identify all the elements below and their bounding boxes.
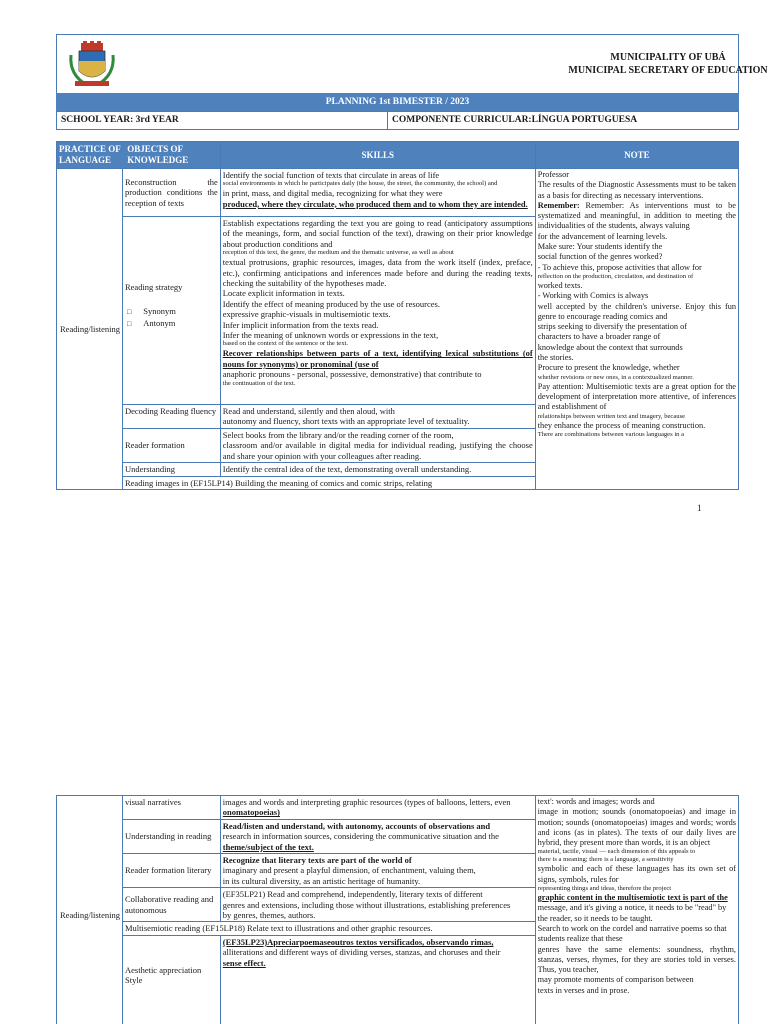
municipality-name: MUNICIPALITY OF UBÁ xyxy=(610,52,726,63)
skill-line: Read and understand, silently and then aloud, with xyxy=(222,406,395,416)
note-line: strips seeking to diversify the presentation of xyxy=(537,322,688,332)
note-line: image in motion; sounds (onomatopoeias) and image in motion; sounds (onomatopoeias) images and words; words and icons (as in plates). The texts of our daily lives are hybrid, they present more than words, it is an object xyxy=(537,807,736,848)
skill-line: theme/subject of the text. xyxy=(222,841,314,852)
skill-line: based on the context of the sentence or the text. xyxy=(222,340,349,348)
note-cell xyxy=(535,796,738,1024)
object-cell: Reader formation xyxy=(122,429,220,463)
skill-line: Recognize that literary texts are part of the world of xyxy=(222,855,412,866)
skills-cell: Identify the central idea of the text, demonstrating overall understanding. xyxy=(220,463,535,476)
skills-cell xyxy=(220,217,535,405)
note-line: Pay attention: Multisemiotic texts are a great option for the development of interpretation more attentive, of inferences and establishment of xyxy=(537,381,736,412)
skill-line: autonomy and fluency, short texts with an appropriate level of textuality. xyxy=(222,416,470,427)
skill-line: produced, where they circulate, who produced them and to whom they are intended. xyxy=(222,198,528,209)
skill-line: Select books from the library and/or the reading corner of the room, xyxy=(222,430,454,440)
note-line: for the advancement of learning levels. xyxy=(537,231,668,241)
object-cell: Understanding in reading xyxy=(122,819,220,853)
note-line: well accepted by the children's universe. Enjoy this fun genre to encourage reading comics and xyxy=(537,301,736,321)
note-line: they enhance the process of meaning construction. xyxy=(537,420,706,430)
skill-line: research in information sources, considering the communicative situation and the xyxy=(222,831,499,842)
bullet-antonym: □ Antonym xyxy=(127,318,218,329)
note-line: Procure to present the knowledge, whether xyxy=(537,363,680,373)
skill-line: Infer implicit information from the texts read. xyxy=(222,319,379,330)
object-cell: Reconstruction the production conditions the reception of texts xyxy=(122,169,220,217)
note-line: worked texts. xyxy=(537,280,583,290)
skill-line: imaginary and present a playful dimension, of enchantment, valuing them, xyxy=(222,865,476,876)
skill-line: Identify the social function of texts that circulate in areas of life xyxy=(222,170,440,180)
header-practice: PRACTICE OF LANGUAGE xyxy=(59,144,121,165)
note-line: - Working with Comics is always xyxy=(537,291,649,301)
object-label: Aesthetic appreciation Style xyxy=(124,964,202,986)
skill-line: social environments in which he participates daily (the house, the street, the community, the school) and xyxy=(222,180,498,188)
skills-cell xyxy=(220,819,535,853)
object-cell-merged: Reading images in (EF15LP14) Building the meaning of comics and comic strips, relating xyxy=(122,476,535,489)
object-label: Reading strategy xyxy=(124,282,183,292)
skill-line: Identify the effect of meaning produced by the use of resources. xyxy=(222,298,440,309)
note-line: text': words and images; words and xyxy=(537,797,655,806)
skill-line: Infer the meaning of unknown words or expressions in the text, xyxy=(222,330,439,341)
note-line: graphic content in the multisemiotic text is part of the xyxy=(537,893,728,903)
note-line: genres have the same elements: soundness, rhythm, stanzas, verses, rhymes, for they are stories told in verses. Thus, you teacher, xyxy=(537,944,736,975)
note-line: material, tactile, visual — each dimension of this appeals to xyxy=(537,848,696,856)
skill-line: Locate explicit information in texts. xyxy=(222,288,345,299)
skill-line: in its cultural diversity, as an artistic heritage of humanity. xyxy=(222,875,421,886)
header-skills: SKILLS xyxy=(220,142,535,169)
skill-line: reception of this text, the genre, the medium and the thematic universe, as well as about xyxy=(222,249,454,257)
note-line: texts in verses and in prose. xyxy=(537,985,630,995)
object-cell-merged: Multisemiotic reading (EF15LP18) Relate text to illustrations and other graphic resources. xyxy=(122,922,535,935)
practice-cell: Reading/listening xyxy=(57,796,123,1024)
letterhead xyxy=(56,34,768,94)
page-2 xyxy=(0,790,768,1024)
object-cell: Reader formation literary xyxy=(122,854,220,888)
header-objects: OBJECTS OF KNOWLEDGE xyxy=(127,144,189,165)
skill-line: alliterations and different ways of dividing verses, stanzas, and choruses and their xyxy=(222,947,501,958)
skills-cell xyxy=(220,429,535,463)
note-line: characters to have a broader range of xyxy=(537,332,661,342)
note-line: relationships between written text and imagery, because xyxy=(537,412,686,420)
skill-line: Read/listen and understand, with autonomy, accounts of observations and xyxy=(222,820,491,831)
planning-table-page-2 xyxy=(56,795,739,1024)
skill-line: expressive graphic-visuals in multisemiotic texts. xyxy=(222,309,391,320)
object-cell: Understanding xyxy=(122,463,220,476)
header-practice-objects xyxy=(57,142,221,169)
header-note: NOTE xyxy=(535,142,738,169)
skill-line: genres and extensions, including those without illustrations, establishing preferences xyxy=(222,899,511,910)
note-line-text: Remember: As interventions must to be systematized and meaningful, in addition to meeting the individualities of the students, always valuing xyxy=(537,200,736,231)
object-cell: Decoding Reading fluency xyxy=(122,405,220,429)
skills-cell xyxy=(220,935,535,1024)
skill-line: Establish expectations regarding the text you are going to read (anticipatory assumptions of the meanings, form, and social function of the text), drawing on their prior knowledge about production conditions and xyxy=(222,218,533,249)
skill-line: (EF35LP23)Apreciarpoemaseoutros textos versificados, observando rimas, xyxy=(222,936,494,947)
note-line: Remember: Remember: As interventions must to be systematized and meaningful, in addition to meeting the individualities of the students, always valuing xyxy=(537,200,736,231)
school-year: SCHOOL YEAR: 3rd YEAR xyxy=(57,112,388,129)
object-bullets xyxy=(127,306,218,329)
planning-banner: PLANNING 1st BIMESTER / 2023 xyxy=(56,93,739,111)
skills-cell xyxy=(220,888,535,922)
note-line: knowledge about the context that surrounds xyxy=(537,342,683,352)
municipality-heading xyxy=(568,51,768,77)
skill-line: classroom and/or available in digital media for individual reading, justifying the choose and share your opinion with your colleagues after reading. xyxy=(222,440,533,461)
practice-cell: Reading/listening xyxy=(57,169,123,490)
skill-line: in print, mass, and digital media, recognizing for what they were xyxy=(222,188,443,199)
note-line: - To achieve this, propose activities that allow for xyxy=(537,262,702,272)
note-line: there is a meaning; there is a language, a sensitivity xyxy=(537,856,674,864)
skill-line: anaphoric pronouns - personal, possessive, demonstrative) that contribute to xyxy=(222,369,482,380)
note-line: The results of the Diagnostic Assessments must to be taken as a basis for directing as necessary interventions. xyxy=(537,180,736,200)
note-line: Make sure: Your students identify the xyxy=(537,242,663,252)
object-cell xyxy=(122,935,220,1024)
note-line: reflection on the production, circulation, and destination of xyxy=(537,272,694,280)
skill-line: Recover relationships between parts of a text, identifying lexical substitutions (of nouns for synonyms) or pronominal (use of xyxy=(222,348,533,369)
object-cell xyxy=(122,217,220,405)
note-line: the stories. xyxy=(537,353,574,363)
skill-line: textual protrusions, graphic resources, images, data from the work itself (index, preface, etc.), confirming anticipations and inferences made before and during the reading texts, checking the suitability of the hypotheses made. xyxy=(222,257,533,289)
note-line: symbolic and each of these languages has its own set of signs, symbols, rules for xyxy=(537,864,736,884)
note-line: social function of the genres worked? xyxy=(537,252,663,262)
secretary-name: MUNICIPAL SECRETARY OF EDUCATION xyxy=(568,65,768,76)
page-number: 1 xyxy=(697,503,702,513)
skills-cell xyxy=(220,169,535,217)
note-line: There are combinations between various languages in a xyxy=(537,430,685,438)
coat-of-arms-logo xyxy=(67,41,117,89)
object-cell: Collaborative reading and autonomous xyxy=(122,888,220,922)
object-cell: visual narratives xyxy=(122,796,220,820)
skill-line: by genres, themes, authors. xyxy=(222,910,316,921)
note-line: representing things and ideas, therefore the project xyxy=(537,885,672,893)
skills-cell xyxy=(220,854,535,888)
note-line: message, and it's giving a notice, it needs to be "read" by the reader, so it needs to be taught. xyxy=(537,903,727,923)
skills-cell xyxy=(220,796,535,820)
curricular-component: COMPONENTE CURRICULAR:LÍNGUA PORTUGUESA xyxy=(392,115,638,125)
skill-line: (EF35LP21) Read and comprehend, independently, literary texts of different xyxy=(222,889,483,900)
skill-line: the continuation of the text. xyxy=(222,379,296,387)
skill-line: onomatopoeias) xyxy=(222,807,280,818)
skill-line: sense effect. xyxy=(222,957,266,968)
note-line: whether revisions or new ones, in a contextualized manner. xyxy=(537,373,694,381)
school-year-row xyxy=(56,111,739,130)
skills-cell xyxy=(220,405,535,429)
note-cell xyxy=(535,169,738,490)
note-line: Professor xyxy=(537,170,570,179)
note-line: may promote moments of comparison between xyxy=(537,975,694,985)
note-line: Search to work on the cordel and narrative poems so that students realize that these xyxy=(537,923,727,944)
bullet-synonym: □ Synonym xyxy=(127,306,218,317)
planning-table-page-1 xyxy=(56,141,739,490)
skill-line: images and words and interpreting graphic resources (types of balloons, letters, even xyxy=(222,797,511,807)
